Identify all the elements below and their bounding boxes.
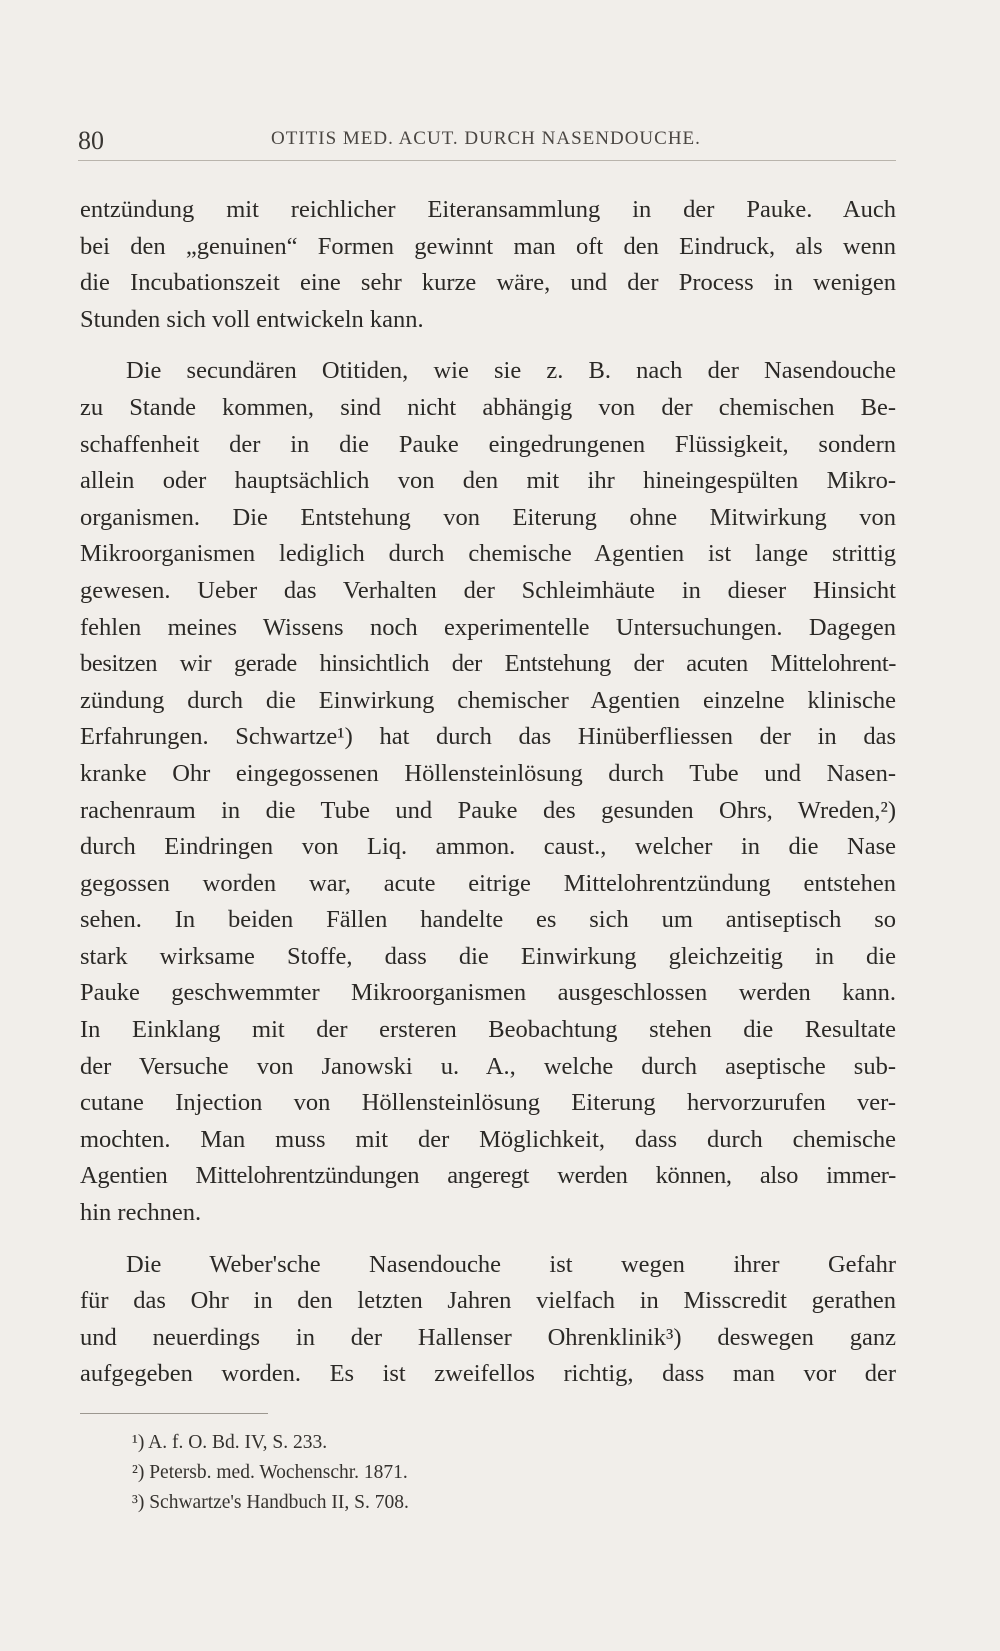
text-line: mochten. Man muss mit der Möglichkeit, dass durch chemische [80,1125,896,1153]
page-header [78,124,896,161]
text-line: rachenraum in die Tube und Pauke des gesunden Ohrs, Wreden,²) [80,796,896,824]
text-line: stark wirksame Stoffe, dass die Einwirkung gleichzeitig in die [80,942,896,970]
text-line: gewesen. Ueber das Verhalten der Schleimhäute in dieser Hinsicht [80,576,896,604]
text-line: Die Weber'sche Nasendouche ist wegen ihrer Gefahr [126,1250,896,1278]
text-line: Stunden sich voll entwickeln kann. [80,305,424,333]
body-text [80,192,896,1393]
footnote-divider [80,1413,268,1414]
text-line: Erfahrungen. Schwartze¹) hat durch das Hinüberfliessen der in das [80,723,896,751]
text-line: besitzen wir gerade hinsichtlich der Entstehung der acuten Mittelohrent- [80,650,896,678]
text-line: zündung durch die Einwirkung chemischer Agentien einzelne klinische [80,686,896,714]
paragraph [80,1247,896,1393]
text-line: Pauke geschwemmter Mikroorganismen ausgeschlossen werden kann. [80,979,896,1007]
text-line: sehen. In beiden Fällen handelte es sich um antiseptisch so [80,906,896,934]
text-line: In Einklang mit der ersteren Beobachtung stehen die Resultate [80,1016,896,1044]
footnote: ³) Schwartze's Handbuch II, S. 708. [132,1492,409,1513]
text-line: der Versuche von Janowski u. A., welche durch aseptische sub- [80,1052,896,1080]
text-line: hin rechnen. [80,1199,202,1227]
text-line: die Incubationszeit eine sehr kurze wäre, und der Process in wenigen [80,269,896,297]
text-line: organismen. Die Entstehung von Eiterung ohne Mitwirkung von [80,503,896,531]
footnote: ¹) A. f. O. Bd. IV, S. 233. [132,1432,328,1453]
text-line: Agentien Mittelohrentzündungen angeregt werden können, also immer- [80,1162,896,1190]
footnote: ²) Petersb. med. Wochenschr. 1871. [132,1462,408,1483]
text-line: cutane Injection von Höllensteinlösung Eiterung hervorzurufen ver- [80,1089,896,1117]
text-line: entzündung mit reichlicher Eiteransammlung in der Pauke. Auch [80,196,896,223]
text-line: allein oder hauptsächlich von den mit ihr hineingespülten Mikro- [80,467,896,495]
running-head: OTITIS MED. ACUT. DURCH NASENDOUCHE. [271,128,701,149]
paragraph [80,353,896,1231]
page-number: 80 [78,126,104,155]
footnotes [132,1428,409,1518]
text-line: für das Ohr in den letzten Jahren vielfach in Misscredit gerathen [80,1287,896,1315]
text-line: und neuerdings in der Hallenser Ohrenklinik³) deswegen ganz [80,1323,896,1351]
text-line: gegossen worden war, acute eitrige Mittelohrentzündung entstehen [80,869,896,897]
paragraph [80,192,896,338]
text-line: Mikroorganismen lediglich durch chemische Agentien ist lange strittig [80,540,896,568]
text-line: aufgegeben worden. Es ist zweifellos richtig, dass man vor der [80,1360,896,1388]
text-line: zu Stande kommen, sind nicht abhängig von der chemischen Be- [80,393,896,421]
text-line: durch Eindringen von Liq. ammon. caust., welcher in die Nase [80,833,896,861]
text-line: fehlen meines Wissens noch experimentelle Untersuchungen. Dagegen [80,613,896,641]
text-line: schaffenheit der in die Pauke eingedrungenen Flüssigkeit, sondern [80,430,896,458]
text-line: Die secundären Otitiden, wie sie z. B. nach der Nasendouche [126,357,896,385]
text-line: bei den „genuinen“ Formen gewinnt man oft den Eindruck, als wenn [80,232,896,260]
text-line: kranke Ohr eingegossenen Höllensteinlösung durch Tube und Nasen- [80,759,896,787]
